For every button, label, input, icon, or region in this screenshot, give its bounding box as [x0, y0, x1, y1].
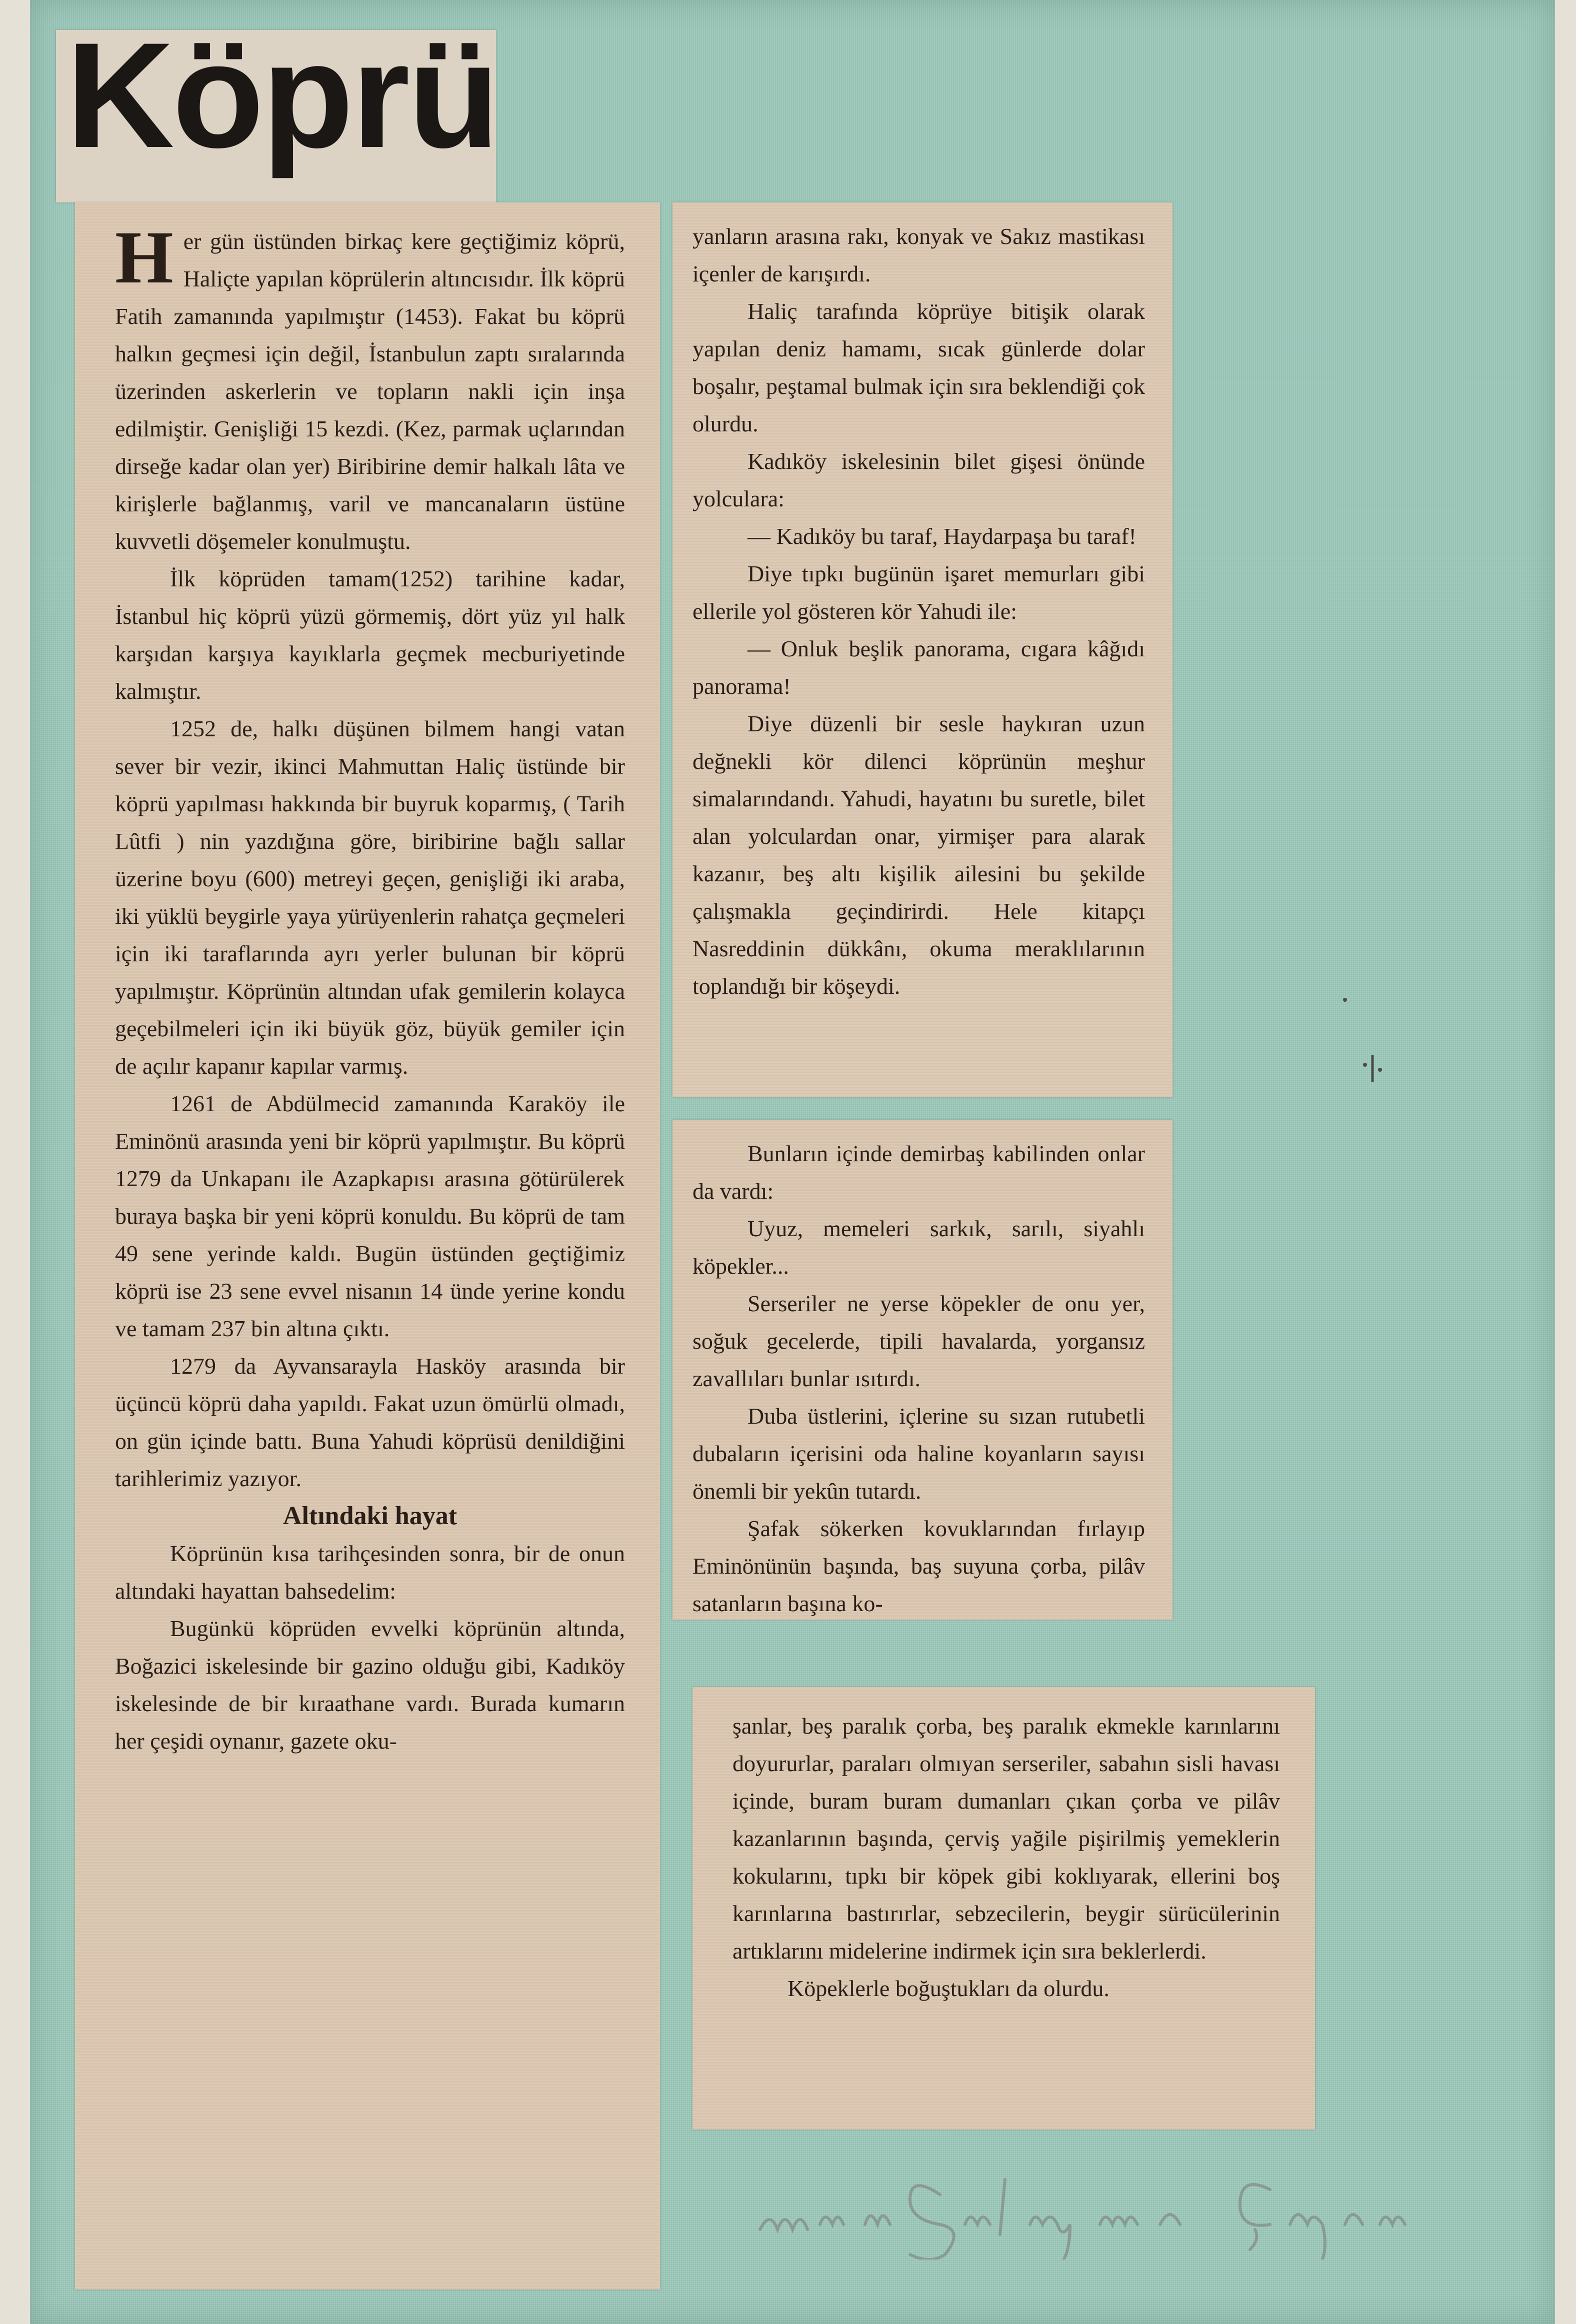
paragraph: — Kadıköy bu taraf, Haydarpaşa bu taraf! — [748, 523, 1136, 549]
paragraph: Diye düzenli bir sesle haykıran uzun değnekli kör dilenci köprünün meşhur simalarındandı. Yahudi, hayatını bu suretle, bilet alan yolculardan onar, yirmişer para alarak kazanır, beş altı kişilik ailesini bu şekilde çalışmakla geçindirirdi. Hele kitapçı Nasreddinin dükkânı, okuma meraklılarının toplandığı bir köşeydi. — [692, 711, 1145, 999]
paragraph: Şafak sökerken kovuklarından fırlayıp Eminönünün başında, baş suyuna çorba, pilâv satanların başına ko- — [692, 1516, 1145, 1616]
paragraph: İlk köprüden tamam(1252) tarihine kadar, İstanbul hiç köprü yüzü görmemiş, dört yüz yıl halk karşıdan karşıya kayıklarla geçmek mecburiyetinde kalmıştır. — [115, 566, 625, 704]
drop-cap: H — [115, 216, 174, 299]
paragraph: 1261 de Abdülmecid zamanında Karaköy ile Eminönü arasında yeni bir köprü yapılmıştır. Bu köprü 1279 da Unkapanı ile Azapkapısı arasına götürülerek buraya başka bir yeni köprü konuldu. Bu köprü de tam 49 sene yerinde kaldı. Bugün üstünden geçtiğimiz köprü ise 23 sene evvel nisanın 14 ünde yerine kondu ve tamam 237 bin altına çıktı. — [115, 1091, 625, 1341]
article-column-2c — [692, 1687, 1315, 2130]
paragraph: Kadıköy iskelesinin bilet gişesi önünde yolculara: — [692, 448, 1145, 511]
paragraph: Duba üstlerini, içlerine su sızan rutubetli dubaların içerisini oda haline koyanların sayısı önemli bir yekûn tutardı. — [692, 1403, 1145, 1504]
paragraph: Bugünkü köprüden evvelki köprünün altında, Boğazici iskelesinde bir gazino olduğu gibi, Kadıköy iskelesinde de bir kıraathane vardı. Burada kumarın her çeşidi oynanır, gazete oku- — [115, 1616, 625, 1754]
article-column-2a — [672, 202, 1172, 1097]
paragraph: Bunların içinde demirbaş kabilinden onlar da vardı: — [692, 1141, 1145, 1204]
paragraph: 1252 de, halkı düşünen bilmem hangi vatan sever bir vezir, ikinci Mahmuttan Haliç üstünde bir köprü yapılması hakkında bir buyruk koparmış, ( Tarih Lûtfi ) nin yazdığına göre, biribirine bağlı sallar üzerine boyu (600) metreyi geçen, genişliği iki araba, iki yüklü beygirle yaya yürüyenlerin rahatça geçmeleri için iki taraflarında ayrı yerler bulunan bir köprü yapılmıştır. Köprünün altından ufak gemilerin kolayca geçebilmeleri için iki büyük göz, büyük gemiler için de açılır kapanır kapılar varmış. — [115, 716, 625, 1079]
first-paragraph — [115, 216, 625, 560]
pencil-marks — [1335, 995, 1395, 1105]
paragraph: — Onluk beşlik panorama, cıgara kâğıdı panorama! — [692, 636, 1145, 699]
paragraph-text: er gün üstünden birkaç kere geçtiğimiz köprü, Haliçte yapılan köprülerin altıncısıdır. İlk köprü Fatih zamanında yapılmıştır (1453). Fakat bu köprü halkın geçmesi için değil, İstanbulun zaptı sıralarında üzerinden askerlerin ve topların nakli için inşa edilmiştir. Genişliği 15 kezdi. (Kez, parmak uçlarından dirseğe kadar olan yer) Biribirine demir halkalı lâta ve kirişlerle bağlanmış, varil ve mancanaların üstüne kuvvetli döşemeler konulmuştu. — [115, 228, 625, 554]
paragraph: yanların arasına rakı, konyak ve Sakız mastikası içenler de karışırdı. — [692, 223, 1145, 286]
paragraph: 1279 da Ayvansarayla Hasköy arasında bir üçüncü köprü daha yapıldı. Fakat uzun ömürlü olmadı, on gün içinde battı. Buna Yahudi köprüsü denildiğini tarihlerimiz yazıyor. — [115, 1353, 625, 1491]
paragraph: şanlar, beş paralık çorba, beş paralık ekmekle karınlarını doyururlar, paraları olmıyan serseriler, sabahın sisli havası içinde, buram buram dumanları çıkan çorba ve pilâv kazanlarının başında, çerviş yağile pişirilmiş yemeklerin kokularını, tıpkı bir köpek gibi koklıyarak, ellerini boş karınlarına bastırırlar, sebzecilerin, beygir sürücülerinin artıklarını midelerine indirmek için sıra beklerlerdi. — [732, 1713, 1280, 1964]
article-column-1 — [75, 202, 660, 2290]
subheading: Altındaki hayat — [282, 1502, 458, 1530]
paragraph: Serseriler ne yerse köpekler de onu yer, soğuk gecelerde, tipili havalarda, yorgansız zavallıları bunlar ısıtırdı. — [692, 1291, 1145, 1391]
title-clipping — [56, 11, 498, 202]
paragraph: Uyuz, memeleri sarkık, sarılı, siyahlı köpekler... — [692, 1216, 1145, 1279]
paragraph: Haliç tarafında köprüye bitişik olarak yapılan deniz hamamı, sıcak günlerde dolar boşalır, peştamal bulmak için sıra beklendiği çok olurdu. — [692, 298, 1145, 436]
headline: Köprü — [66, 11, 498, 179]
paragraph: Köpeklerle boğuştukları da olurdu. — [788, 1976, 1110, 2001]
paragraph: Köprünün kısa tarihçesinden sonra, bir de onun altındaki hayattan bahsedelim: — [115, 1541, 625, 1604]
article-column-2b — [672, 1120, 1172, 1620]
paragraph: Diye tıpkı bugünün işaret memurları gibi ellerile yol gösteren kör Yahudi ile: — [692, 561, 1145, 624]
handwritten-signature — [750, 2150, 1460, 2260]
